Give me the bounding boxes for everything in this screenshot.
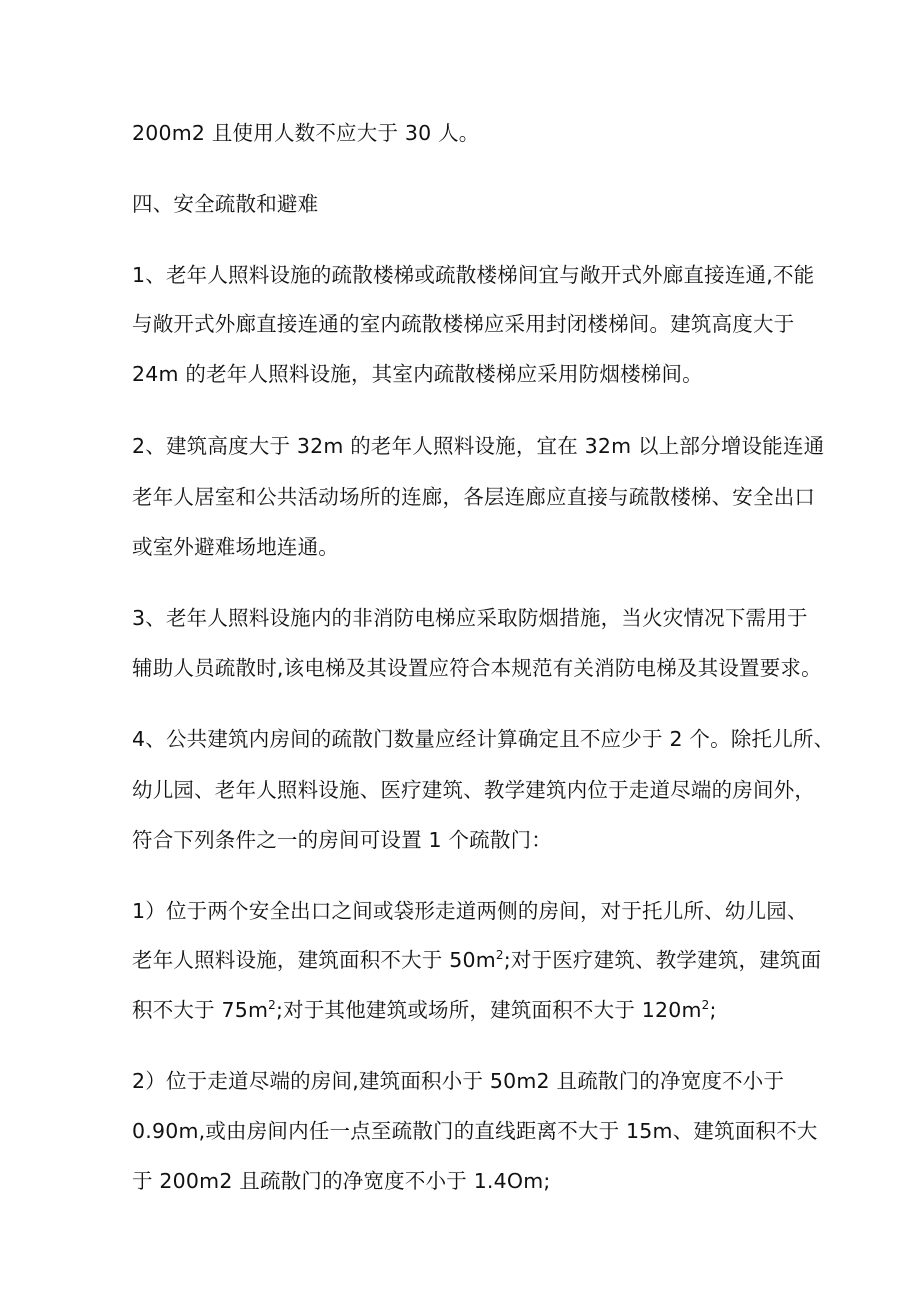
text-fragment: ; [709,998,717,1022]
paragraph-line-with-superscript [132,946,822,974]
superscript: 2 [701,998,710,1013]
superscript: 2 [268,998,277,1013]
paragraph-line: 3、老年人照料设施内的非消防电梯应采取防烟措施，当火灾情况下需用于 [132,606,808,630]
paragraph-line: 2）位于走道尽端的房间,建筑面积小于 50m2 且疏散门的净宽度不小于 [132,1069,785,1093]
text-fragment: 积不大于 75m [132,998,269,1022]
paragraph-line: 符合下列条件之一的房间可设置 1 个疏散门： [132,828,552,852]
paragraph-line: 200m2 且使用人数不应大于 30 人。 [132,121,480,145]
superscript: 2 [495,948,504,963]
paragraph-line: 2、建筑高度大于 32m 的老年人照料设施，宜在 32m 以上部分增设能连通 [132,434,825,458]
paragraph-line: 与敞开式外廊直接连通的室内疏散楼梯应采用封闭楼梯间。建筑高度大于 [132,312,795,336]
paragraph-line: 0.90m,或由房间内任一点至疏散门的直线距离不大于 15m、建筑面积不大 [132,1119,818,1143]
text-fragment: ;对于其他建筑或场所，建筑面积不大于 120m [276,998,702,1022]
paragraph-line: 1）位于两个安全出口之间或袋形走道两侧的房间，对于托儿所、幼儿园、 [132,899,808,923]
paragraph-line: 24m 的老年人照料设施，其室内疏散楼梯应采用防烟楼梯间。 [132,362,703,386]
paragraph-line: 老年人居室和公共活动场所的连廊，各层连廊应直接与疏散楼梯、安全出口 [132,485,816,509]
paragraph-line: 幼儿园、老年人照料设施、医疗建筑、教学建筑内位于走道尽端的房间外， [132,778,816,802]
text-fragment: 老年人照料设施，建筑面积不大于 50m [132,948,496,972]
paragraph-line: 或室外避难场地连通。 [132,535,339,559]
section-heading: 四、安全疏散和避难 [132,192,319,216]
paragraph-line: 于 200m2 且疏散门的净宽度不小于 1.4Om; [132,1169,551,1193]
paragraph-line: 1、老年人照料设施的疏散楼梯或疏散楼梯间宜与敞开式外廊直接连通,不能 [132,263,815,287]
paragraph-line: 4、公共建筑内房间的疏散门数量应经计算确定且不应少于 2 个。除托儿所、 [132,727,835,751]
paragraph-line: 辅助人员疏散时,该电梯及其设置应符合本规范有关消防电梯及其设置要求。 [132,656,822,680]
text-fragment: ;对于医疗建筑、教学建筑，建筑面 [503,948,822,972]
paragraph-line-with-superscript [132,996,812,1024]
